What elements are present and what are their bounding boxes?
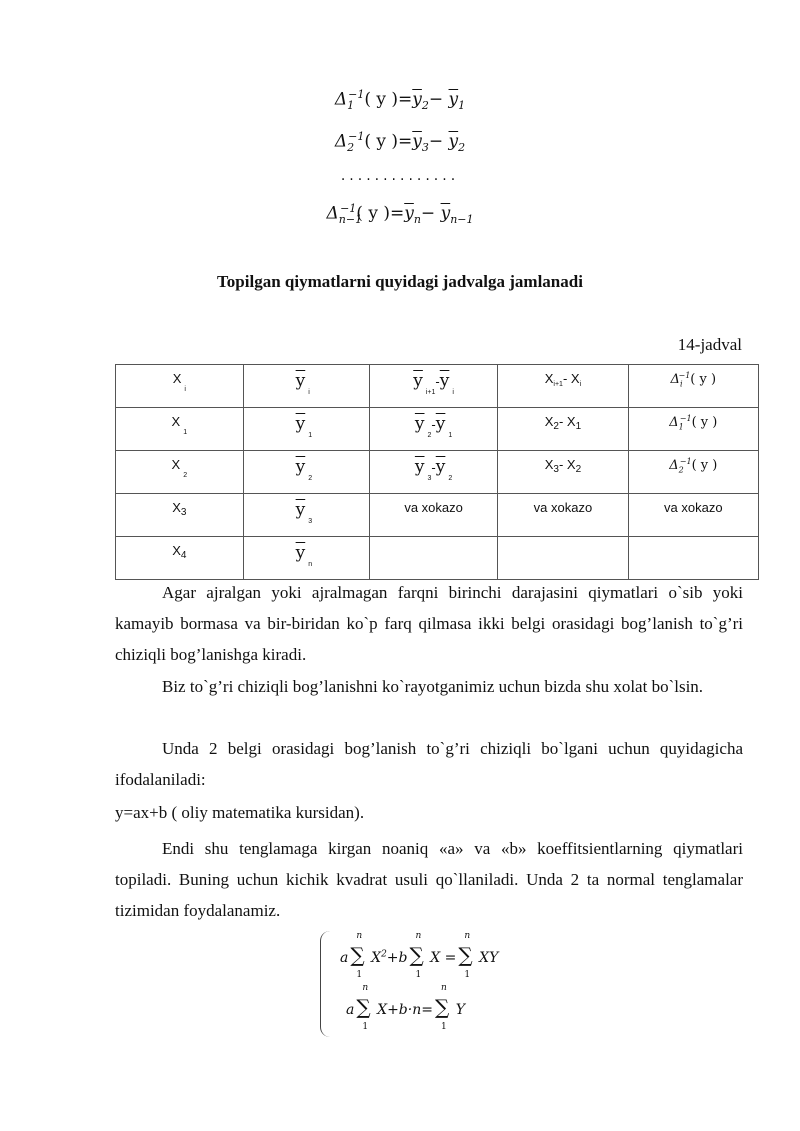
cell-empty [628,537,758,580]
paragraph-4: y=ax+b ( oliy matematika kursidan). [115,803,365,822]
cell-y: $\overline{y}_i$ [243,365,369,408]
table-row [116,451,759,494]
cell-x: $X_3$ [116,494,244,537]
cell-y-diff: va xokazo [369,494,497,537]
cell-y-diff: $\overline{y}_3-\overline{y}_2$ [369,451,497,494]
formula-delta-2: $\Delta_2^{-1}$( y )$=\overline{y}_3- \overline{y}_2$ [334,130,466,155]
cell-empty [369,537,497,580]
cell-x-diff: $X_{i+1}-$ $X_i$ [498,365,628,408]
cell-delta: $\Delta_1^{-1}$( y ) [628,408,758,451]
formula-delta-n: $\Delta_{n-1}^{-1}$( y )$=\overline{y}_n- \overline{y}_{n-1}$ [326,202,474,227]
cell-delta: $\Delta_i^{-1}$( y ) [628,365,758,408]
formula-delta-1: $\Delta_1^{-1}$( y )$=\overline{y}_2- \overline{y}_1$ [334,88,466,113]
cell-y: $\overline{y}_1$ [243,408,369,451]
cell-x: $X_1$ [116,408,244,451]
cell-x: $X_i$ [116,365,244,408]
cell-x: $X_4$ [116,537,244,580]
cell-x-diff: $X_3-$ $X_2$ [498,451,628,494]
cell-x-diff: va xokazo [498,494,628,537]
table-row [116,408,759,451]
cell-empty [498,537,628,580]
paragraph-3: Unda 2 belgi orasidagi bog’lanish to`g’ri chiziqli bo`lgani uchun quyidagicha ifodalaniladi: [115,739,743,789]
cell-y: $\overline{y}_3$ [243,494,369,537]
cell-x: $X_2$ [116,451,244,494]
cell-delta: va xokazo [628,494,758,537]
cell-y-diff: $\overline{y}_2-\overline{y}_1$ [369,408,497,451]
table-row [116,494,759,537]
paragraph-2: Biz to`g’ri chiziqli bog’lanishni ko`rayotganimiz uchun bizda shu xolat bo`lsin. [162,677,704,696]
paragraph-1: Agar ajralgan yoki ajralmagan farqni birinchi darajasini qiymatlari o`sib yoki kamayib bormasa va bir-biridan ko`p farq qilmasa ikki belgi orasidagi bog’lanish to`g’ri chiziqli bog’lanishga kiradi. [115,583,743,664]
cell-y: $\overline{y}_2$ [243,451,369,494]
equation-line-2: a ∑ n 1 X+b·n= ∑ n 1 Y [346,983,465,1032]
data-table [115,364,759,580]
table-number: 14-jadval [677,335,742,354]
cell-y-diff: $\overline{y}_{i+1}-\overline{y}_i$ [369,365,497,408]
table-row [116,365,759,408]
cell-x-diff: $X_2-$ $X_1$ [498,408,628,451]
table-row [116,537,759,580]
section-heading: Topilgan qiymatlarni quyidagi jadvalga jamlanadi [217,272,583,291]
cell-y: $\overline{y}_n$ [243,537,369,580]
equation-system [320,925,550,1043]
formula-ellipsis: .............. [340,168,460,184]
paragraph-5: Endi shu tenglamaga kirgan noaniq «a» va «b» koeffitsientlarning qiymatlari topiladi. Buning uchun kichik kvadrat usuli qo`llaniladi. Unda 2 ta normal tenglamalar tizimidan foydalanamiz. [115,839,743,920]
equation-line-1: a ∑ n 1 $X^2+b$ ∑ n 1 X = ∑ n 1 XY [340,931,499,980]
cell-delta: $\Delta_2^{-1}$( y ) [628,451,758,494]
brace-icon [320,931,331,1037]
